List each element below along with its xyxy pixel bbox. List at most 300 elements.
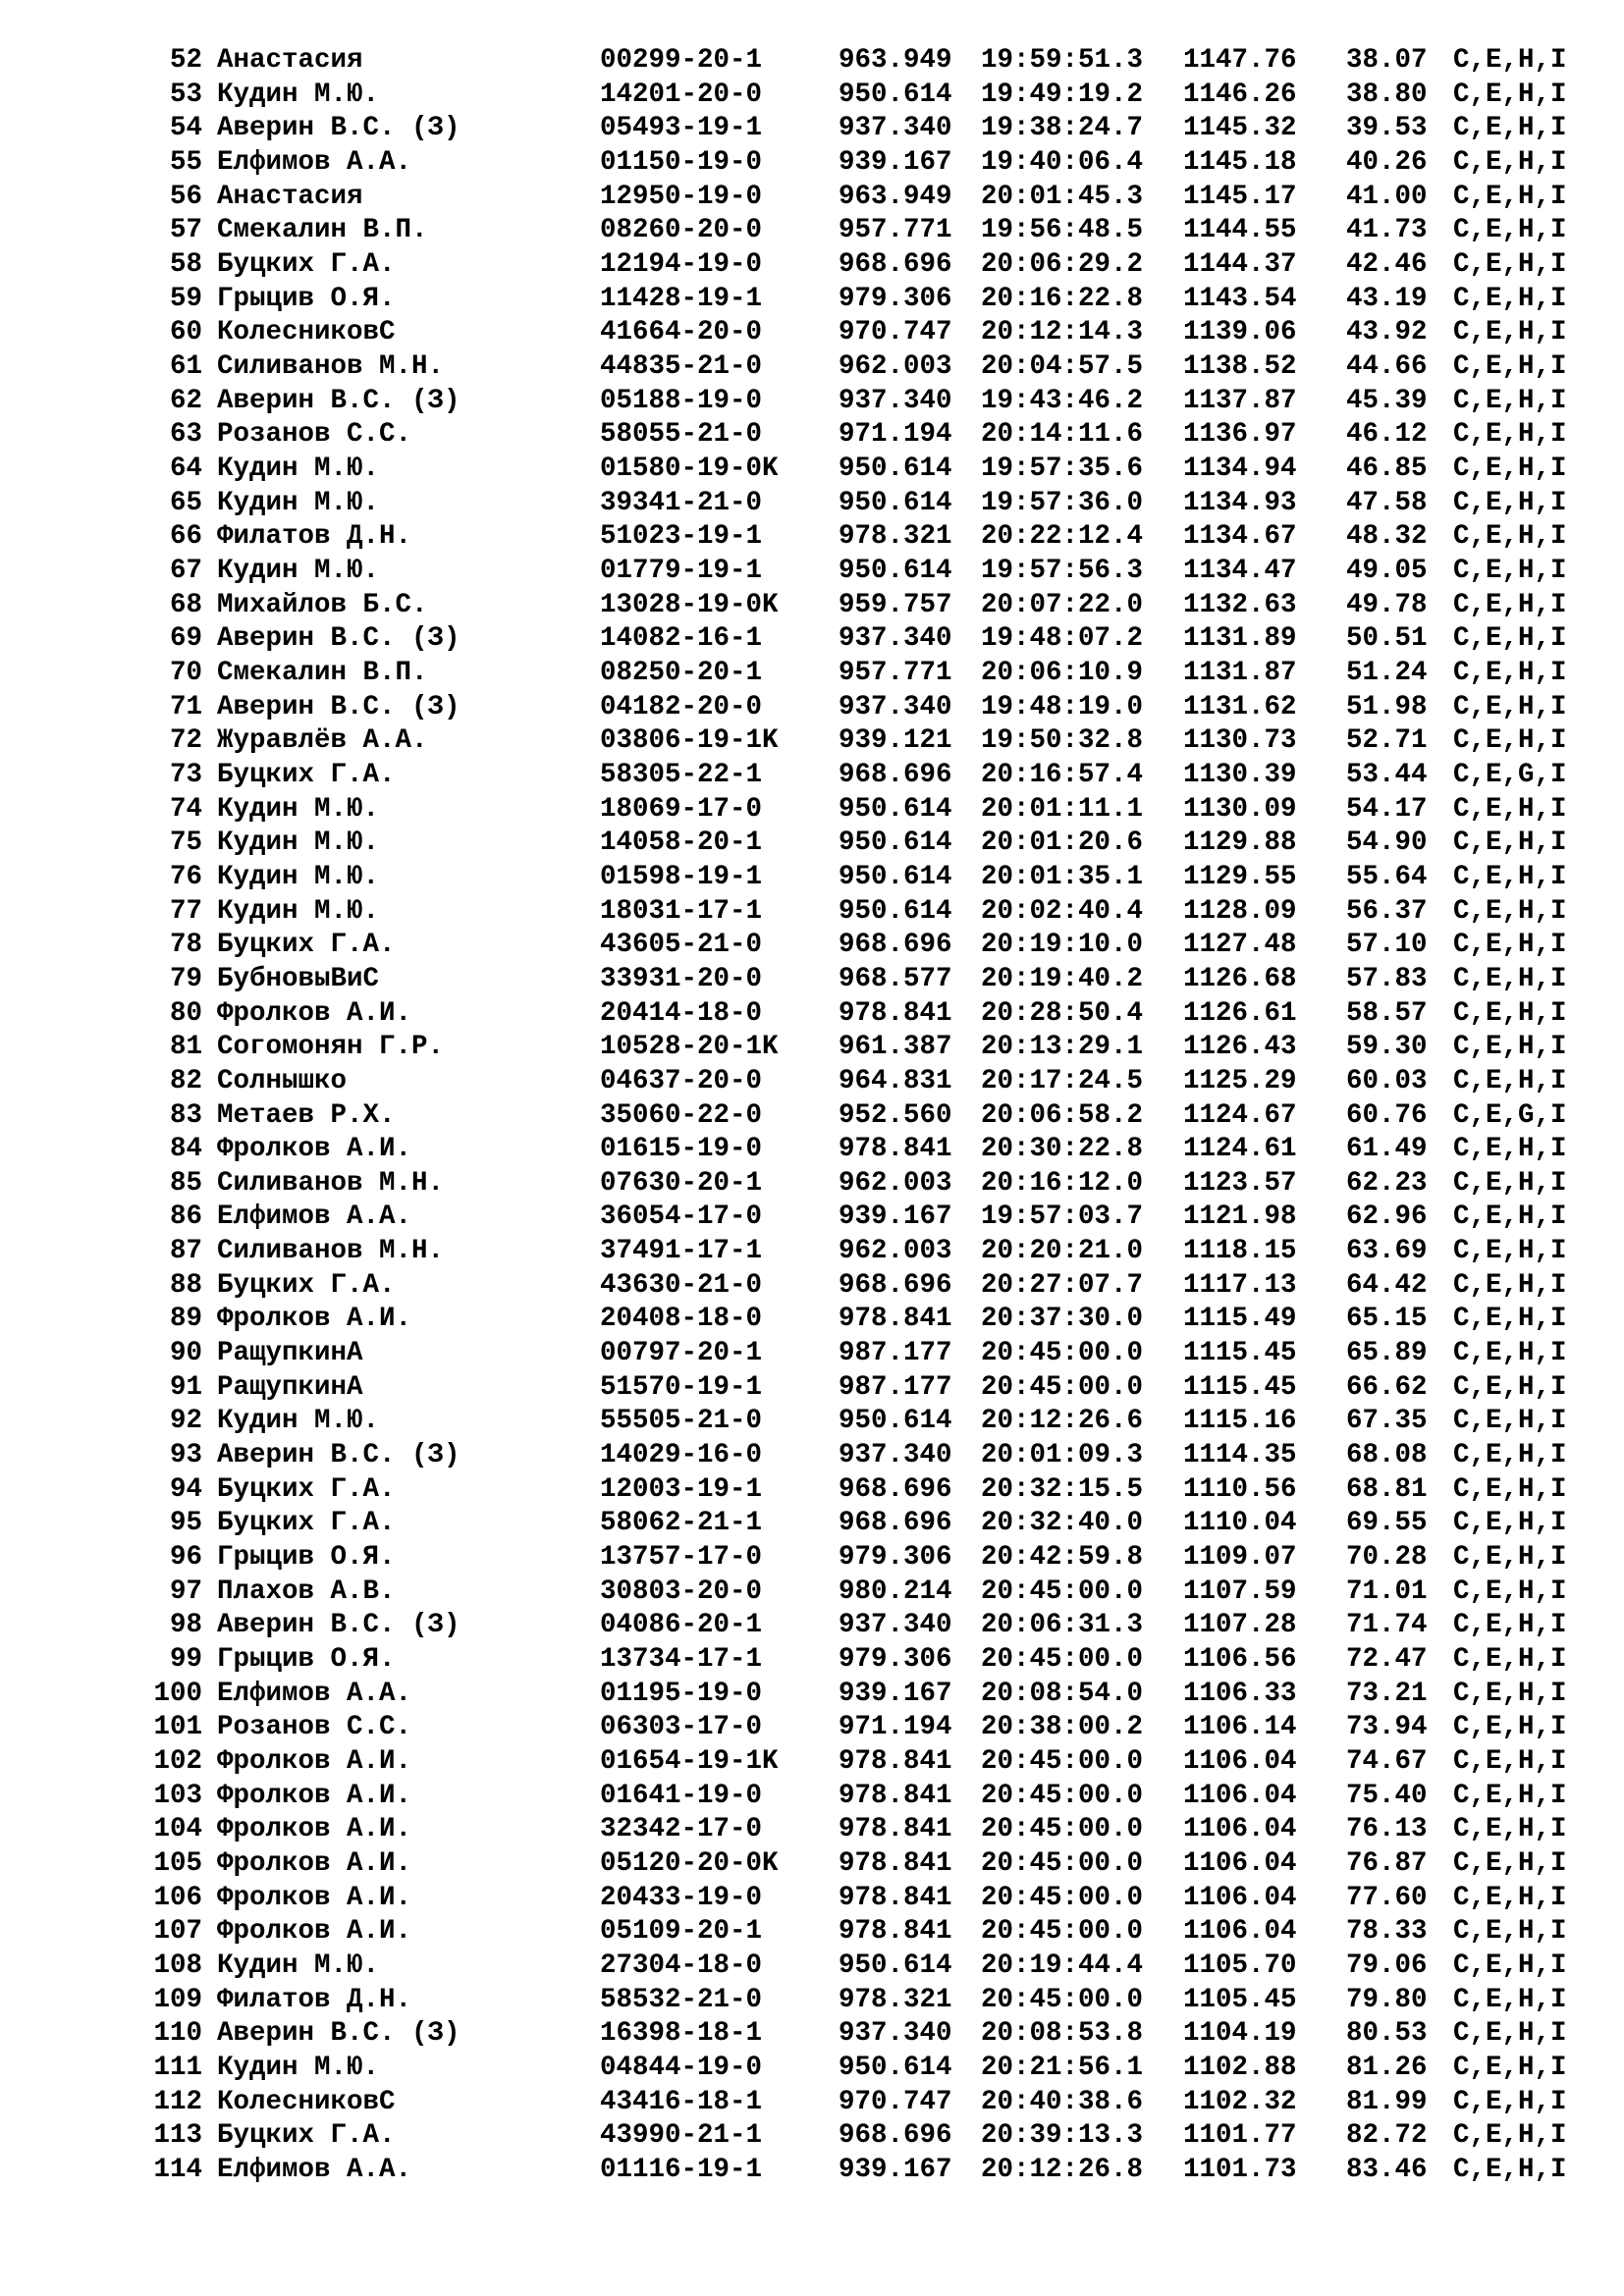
arrival-time: 20:45:00.0: [981, 1780, 1144, 1811]
coefficient: 53.44: [1346, 759, 1428, 790]
ring-number: 32342-17-0: [600, 1814, 763, 1845]
distance: 978.841: [839, 1848, 952, 1879]
distance: 939.167: [839, 1201, 952, 1233]
row-number: 53: [169, 79, 202, 110]
flags: C,E,H,I: [1453, 350, 1567, 382]
distance: 978.841: [839, 1304, 952, 1335]
fancier-name: Буцких Г.А.: [217, 1508, 396, 1539]
coefficient: 51.24: [1346, 657, 1428, 688]
arrival-time: 19:59:51.3: [981, 45, 1144, 76]
flags: C,E,G,I: [1453, 759, 1567, 790]
arrival-time: 20:32:15.5: [981, 1473, 1144, 1505]
speed: 1132.63: [1183, 589, 1297, 620]
speed: 1105.70: [1183, 1950, 1297, 1981]
speed: 1130.39: [1183, 759, 1297, 790]
ring-number: 14082-16-1: [600, 623, 763, 655]
flags: C,E,H,I: [1453, 1882, 1567, 1913]
fancier-name: Кудин М.Ю.: [217, 487, 380, 518]
fancier-name: Фролков А.И.: [217, 997, 412, 1029]
arrival-time: 20:19:10.0: [981, 930, 1144, 961]
coefficient: 73.21: [1346, 1678, 1428, 1709]
ring-number: 05188-19-0: [600, 385, 763, 416]
arrival-time: 19:57:35.6: [981, 453, 1144, 484]
row-number: 111: [153, 2052, 202, 2083]
distance: 968.696: [839, 930, 952, 961]
fancier-name: Силиванов М.Н.: [217, 350, 445, 382]
arrival-time: 19:49:19.2: [981, 79, 1144, 110]
speed: 1146.26: [1183, 79, 1297, 110]
flags: C,E,H,I: [1453, 1984, 1567, 2015]
fancier-name: Буцких Г.А.: [217, 2120, 396, 2152]
distance: 939.167: [839, 1678, 952, 1709]
flags: C,E,H,I: [1453, 521, 1567, 553]
speed: 1102.32: [1183, 2086, 1297, 2117]
speed: 1118.15: [1183, 1236, 1297, 1267]
fancier-name: РащупкинА: [217, 1371, 363, 1403]
coefficient: 55.64: [1346, 861, 1428, 892]
ring-number: 06303-17-0: [600, 1712, 763, 1743]
coefficient: 72.47: [1346, 1644, 1428, 1675]
distance: 968.696: [839, 1269, 952, 1301]
arrival-time: 19:50:32.8: [981, 725, 1144, 757]
speed: 1137.87: [1183, 385, 1297, 416]
arrival-time: 19:48:19.0: [981, 691, 1144, 722]
distance: 963.949: [839, 181, 952, 212]
speed: 1114.35: [1183, 1440, 1297, 1471]
fancier-name: Плахов А.В.: [217, 1575, 396, 1607]
fancier-name: Фролков А.И.: [217, 1814, 412, 1845]
row-number: 93: [169, 1440, 202, 1471]
row-number: 56: [169, 181, 202, 212]
flags: C,E,H,I: [1453, 861, 1567, 892]
coefficient: 80.53: [1346, 2018, 1428, 2050]
distance: 970.747: [839, 2086, 952, 2117]
coefficient: 79.80: [1346, 1984, 1428, 2015]
ring-number: 04844-19-0: [600, 2052, 763, 2083]
speed: 1134.67: [1183, 521, 1297, 553]
coefficient: 59.30: [1346, 1032, 1428, 1063]
row-number: 100: [153, 1678, 202, 1709]
speed: 1131.89: [1183, 623, 1297, 655]
ring-number: 03806-19-1K: [600, 725, 779, 757]
speed: 1115.16: [1183, 1406, 1297, 1437]
coefficient: 81.99: [1346, 2086, 1428, 2117]
flags: C,E,H,I: [1453, 2154, 1567, 2185]
fancier-name: Кудин М.Ю.: [217, 1950, 380, 1981]
flags: C,E,H,I: [1453, 963, 1567, 994]
fancier-name: Фролков А.И.: [217, 1746, 412, 1777]
flags: C,E,H,I: [1453, 1269, 1567, 1301]
coefficient: 57.10: [1346, 930, 1428, 961]
arrival-time: 20:06:29.2: [981, 249, 1144, 280]
coefficient: 79.06: [1346, 1950, 1428, 1981]
arrival-time: 19:56:48.5: [981, 215, 1144, 246]
arrival-time: 20:13:29.1: [981, 1032, 1144, 1063]
arrival-time: 20:12:14.3: [981, 317, 1144, 348]
ring-number: 08260-20-0: [600, 215, 763, 246]
fancier-name: Розанов С.С.: [217, 1712, 412, 1743]
distance: 937.340: [839, 691, 952, 722]
coefficient: 46.12: [1346, 419, 1428, 451]
row-number: 92: [169, 1406, 202, 1437]
ring-number: 16398-18-1: [600, 2018, 763, 2050]
arrival-time: 20:45:00.0: [981, 1644, 1144, 1675]
distance: 978.841: [839, 1746, 952, 1777]
row-number: 77: [169, 895, 202, 927]
ring-number: 20433-19-0: [600, 1882, 763, 1913]
row-number: 59: [169, 283, 202, 314]
speed: 1106.04: [1183, 1780, 1297, 1811]
row-number: 76: [169, 861, 202, 892]
row-number: 90: [169, 1338, 202, 1369]
speed: 1138.52: [1183, 350, 1297, 382]
coefficient: 76.13: [1346, 1814, 1428, 1845]
distance: 968.577: [839, 963, 952, 994]
fancier-name: Елфимов А.А.: [217, 147, 412, 178]
distance: 950.614: [839, 555, 952, 586]
speed: 1130.09: [1183, 793, 1297, 825]
distance: 950.614: [839, 1406, 952, 1437]
fancier-name: Кудин М.Ю.: [217, 895, 380, 927]
speed: 1134.47: [1183, 555, 1297, 586]
arrival-time: 19:40:06.4: [981, 147, 1144, 178]
ring-number: 30803-20-0: [600, 1575, 763, 1607]
flags: C,E,H,I: [1453, 147, 1567, 178]
distance: 971.194: [839, 1712, 952, 1743]
arrival-time: 20:45:00.0: [981, 1882, 1144, 1913]
ring-number: 01654-19-1K: [600, 1746, 779, 1777]
speed: 1106.56: [1183, 1644, 1297, 1675]
row-number: 97: [169, 1575, 202, 1607]
arrival-time: 20:02:40.4: [981, 895, 1144, 927]
flags: C,E,H,I: [1453, 113, 1567, 144]
flags: C,E,H,I: [1453, 1678, 1567, 1709]
flags: C,E,H,I: [1453, 1065, 1567, 1096]
speed: 1134.93: [1183, 487, 1297, 518]
arrival-time: 19:57:03.7: [981, 1201, 1144, 1233]
row-number: 83: [169, 1099, 202, 1131]
arrival-time: 20:28:50.4: [981, 997, 1144, 1029]
fancier-name: КолесниковС: [217, 317, 396, 348]
coefficient: 46.85: [1346, 453, 1428, 484]
ring-number: 01116-19-1: [600, 2154, 763, 2185]
ring-number: 01150-19-0: [600, 147, 763, 178]
distance: 950.614: [839, 895, 952, 927]
ring-number: 13734-17-1: [600, 1644, 763, 1675]
speed: 1104.19: [1183, 2018, 1297, 2050]
fancier-name: Аверин В.С. (З): [217, 2018, 460, 2050]
distance: 950.614: [839, 1950, 952, 1981]
flags: C,E,H,I: [1453, 181, 1567, 212]
speed: 1106.33: [1183, 1678, 1297, 1709]
row-number: 114: [153, 2154, 202, 2185]
fancier-name: Грыцив О.Я.: [217, 1644, 396, 1675]
speed: 1126.61: [1183, 997, 1297, 1029]
distance: 961.387: [839, 1032, 952, 1063]
arrival-time: 20:39:13.3: [981, 2120, 1144, 2152]
arrival-time: 19:48:07.2: [981, 623, 1144, 655]
arrival-time: 20:45:00.0: [981, 1338, 1144, 1369]
flags: C,E,H,I: [1453, 283, 1567, 314]
coefficient: 47.58: [1346, 487, 1428, 518]
ring-number: 55505-21-0: [600, 1406, 763, 1437]
row-number: 95: [169, 1508, 202, 1539]
fancier-name: Филатов Д.Н.: [217, 1984, 412, 2015]
speed: 1105.45: [1183, 1984, 1297, 2015]
coefficient: 38.07: [1346, 45, 1428, 76]
coefficient: 43.19: [1346, 283, 1428, 314]
distance: 979.306: [839, 283, 952, 314]
coefficient: 74.67: [1346, 1746, 1428, 1777]
distance: 937.340: [839, 623, 952, 655]
ring-number: 01598-19-1: [600, 861, 763, 892]
row-number: 113: [153, 2120, 202, 2152]
coefficient: 71.74: [1346, 1610, 1428, 1641]
row-number: 86: [169, 1201, 202, 1233]
row-number: 98: [169, 1610, 202, 1641]
ring-number: 01615-19-0: [600, 1134, 763, 1165]
distance: 950.614: [839, 453, 952, 484]
fancier-name: Кудин М.Ю.: [217, 1406, 380, 1437]
fancier-name: Аверин В.С. (З): [217, 1440, 460, 1471]
fancier-name: Силиванов М.Н.: [217, 1236, 445, 1267]
fancier-name: Буцких Г.А.: [217, 1473, 396, 1505]
distance: 957.771: [839, 215, 952, 246]
flags: C,E,H,I: [1453, 1304, 1567, 1335]
distance: 937.340: [839, 113, 952, 144]
ring-number: 14029-16-0: [600, 1440, 763, 1471]
distance: 978.321: [839, 521, 952, 553]
fancier-name: Кудин М.Ю.: [217, 2052, 380, 2083]
row-number: 110: [153, 2018, 202, 2050]
speed: 1106.14: [1183, 1712, 1297, 1743]
flags: C,E,H,I: [1453, 2120, 1567, 2152]
distance: 968.696: [839, 249, 952, 280]
speed: 1144.37: [1183, 249, 1297, 280]
coefficient: 65.15: [1346, 1304, 1428, 1335]
row-number: 88: [169, 1269, 202, 1301]
ring-number: 35060-22-0: [600, 1099, 763, 1131]
row-number: 101: [153, 1712, 202, 1743]
ring-number: 01779-19-1: [600, 555, 763, 586]
fancier-name: Фролков А.И.: [217, 1916, 412, 1948]
row-number: 73: [169, 759, 202, 790]
speed: 1123.57: [1183, 1167, 1297, 1199]
coefficient: 81.26: [1346, 2052, 1428, 2083]
ring-number: 11428-19-1: [600, 283, 763, 314]
arrival-time: 20:45:00.0: [981, 1984, 1144, 2015]
speed: 1115.45: [1183, 1371, 1297, 1403]
arrival-time: 20:22:12.4: [981, 521, 1144, 553]
flags: C,E,H,I: [1453, 828, 1567, 859]
coefficient: 67.35: [1346, 1406, 1428, 1437]
flags: C,E,H,I: [1453, 385, 1567, 416]
ring-number: 12194-19-0: [600, 249, 763, 280]
flags: C,E,H,I: [1453, 1848, 1567, 1879]
fancier-name: Смекалин В.П.: [217, 657, 428, 688]
speed: 1109.07: [1183, 1542, 1297, 1573]
distance: 950.614: [839, 2052, 952, 2083]
speed: 1126.68: [1183, 963, 1297, 994]
fancier-name: Буцких Г.А.: [217, 930, 396, 961]
arrival-time: 19:57:56.3: [981, 555, 1144, 586]
arrival-time: 20:16:22.8: [981, 283, 1144, 314]
distance: 950.614: [839, 793, 952, 825]
flags: C,E,H,I: [1453, 1338, 1567, 1369]
flags: C,E,H,I: [1453, 1712, 1567, 1743]
row-number: 72: [169, 725, 202, 757]
distance: 962.003: [839, 1167, 952, 1199]
speed: 1129.55: [1183, 861, 1297, 892]
ring-number: 33931-20-0: [600, 963, 763, 994]
flags: C,E,H,I: [1453, 215, 1567, 246]
ring-number: 58305-22-1: [600, 759, 763, 790]
row-number: 91: [169, 1371, 202, 1403]
coefficient: 69.55: [1346, 1508, 1428, 1539]
fancier-name: Михайлов Б.С.: [217, 589, 428, 620]
flags: C,E,H,I: [1453, 793, 1567, 825]
coefficient: 83.46: [1346, 2154, 1428, 2185]
speed: 1127.48: [1183, 930, 1297, 961]
flags: C,E,H,I: [1453, 895, 1567, 927]
distance: 978.321: [839, 1984, 952, 2015]
row-number: 66: [169, 521, 202, 553]
row-number: 89: [169, 1304, 202, 1335]
arrival-time: 20:42:59.8: [981, 1542, 1144, 1573]
fancier-name: Журавлёв А.А.: [217, 725, 428, 757]
speed: 1110.56: [1183, 1473, 1297, 1505]
arrival-time: 20:45:00.0: [981, 1848, 1144, 1879]
ring-number: 05493-19-1: [600, 113, 763, 144]
coefficient: 62.96: [1346, 1201, 1428, 1233]
arrival-time: 20:01:45.3: [981, 181, 1144, 212]
arrival-time: 20:06:31.3: [981, 1610, 1144, 1641]
flags: C,E,H,I: [1453, 691, 1567, 722]
coefficient: 54.17: [1346, 793, 1428, 825]
row-number: 87: [169, 1236, 202, 1267]
coefficient: 45.39: [1346, 385, 1428, 416]
row-number: 82: [169, 1065, 202, 1096]
arrival-time: 20:27:07.7: [981, 1269, 1144, 1301]
flags: C,E,H,I: [1453, 453, 1567, 484]
speed: 1115.45: [1183, 1338, 1297, 1369]
ring-number: 04637-20-0: [600, 1065, 763, 1096]
flags: C,E,H,I: [1453, 1746, 1567, 1777]
fancier-name: БубновыВиС: [217, 963, 380, 994]
flags: C,E,H,I: [1453, 487, 1567, 518]
coefficient: 56.37: [1346, 895, 1428, 927]
distance: 980.214: [839, 1575, 952, 1607]
distance: 968.696: [839, 2120, 952, 2152]
arrival-time: 20:21:56.1: [981, 2052, 1144, 2083]
flags: C,E,H,I: [1453, 725, 1567, 757]
coefficient: 43.92: [1346, 317, 1428, 348]
ring-number: 01195-19-0: [600, 1678, 763, 1709]
distance: 970.747: [839, 317, 952, 348]
distance: 950.614: [839, 487, 952, 518]
coefficient: 51.98: [1346, 691, 1428, 722]
arrival-time: 20:06:58.2: [981, 1099, 1144, 1131]
speed: 1143.54: [1183, 283, 1297, 314]
coefficient: 61.49: [1346, 1134, 1428, 1165]
coefficient: 70.28: [1346, 1542, 1428, 1573]
flags: C,E,H,I: [1453, 1916, 1567, 1948]
coefficient: 68.08: [1346, 1440, 1428, 1471]
ring-number: 43605-21-0: [600, 930, 763, 961]
coefficient: 42.46: [1346, 249, 1428, 280]
arrival-time: 20:19:44.4: [981, 1950, 1144, 1981]
row-number: 55: [169, 147, 202, 178]
flags: C,E,H,I: [1453, 1814, 1567, 1845]
distance: 962.003: [839, 1236, 952, 1267]
distance: 939.167: [839, 147, 952, 178]
speed: 1117.13: [1183, 1269, 1297, 1301]
row-number: 99: [169, 1644, 202, 1675]
row-number: 96: [169, 1542, 202, 1573]
ring-number: 05120-20-0K: [600, 1848, 779, 1879]
fancier-name: Елфимов А.А.: [217, 1201, 412, 1233]
coefficient: 58.57: [1346, 997, 1428, 1029]
row-number: 84: [169, 1134, 202, 1165]
ring-number: 58062-21-1: [600, 1508, 763, 1539]
speed: 1110.04: [1183, 1508, 1297, 1539]
row-number: 79: [169, 963, 202, 994]
arrival-time: 20:01:20.6: [981, 828, 1144, 859]
row-number: 52: [169, 45, 202, 76]
coefficient: 44.66: [1346, 350, 1428, 382]
arrival-time: 20:01:11.1: [981, 793, 1144, 825]
fancier-name: Буцких Г.А.: [217, 1269, 396, 1301]
ring-number: 44835-21-0: [600, 350, 763, 382]
distance: 962.003: [839, 350, 952, 382]
flags: C,E,H,I: [1453, 1644, 1567, 1675]
coefficient: 50.51: [1346, 623, 1428, 655]
fancier-name: Кудин М.Ю.: [217, 453, 380, 484]
flags: C,E,H,I: [1453, 2086, 1567, 2117]
ring-number: 51570-19-1: [600, 1371, 763, 1403]
distance: 937.340: [839, 385, 952, 416]
row-number: 109: [153, 1984, 202, 2015]
arrival-time: 20:37:30.0: [981, 1304, 1144, 1335]
fancier-name: Силиванов М.Н.: [217, 1167, 445, 1199]
coefficient: 76.87: [1346, 1848, 1428, 1879]
speed: 1101.73: [1183, 2154, 1297, 2185]
flags: C,E,H,I: [1453, 1134, 1567, 1165]
distance: 957.771: [839, 657, 952, 688]
fancier-name: Солнышко: [217, 1065, 348, 1096]
distance: 978.841: [839, 1882, 952, 1913]
flags: C,E,H,I: [1453, 1440, 1567, 1471]
distance: 968.696: [839, 1473, 952, 1505]
flags: C,E,H,I: [1453, 657, 1567, 688]
ring-number: 13028-19-0K: [600, 589, 779, 620]
arrival-time: 20:16:12.0: [981, 1167, 1144, 1199]
flags: C,E,H,I: [1453, 1542, 1567, 1573]
row-number: 69: [169, 623, 202, 655]
flags: C,E,H,I: [1453, 317, 1567, 348]
fancier-name: Розанов С.С.: [217, 419, 412, 451]
flags: C,E,H,I: [1453, 555, 1567, 586]
distance: 937.340: [839, 2018, 952, 2050]
arrival-time: 20:07:22.0: [981, 589, 1144, 620]
speed: 1106.04: [1183, 1814, 1297, 1845]
distance: 937.340: [839, 1610, 952, 1641]
ring-number: 01580-19-0K: [600, 453, 779, 484]
fancier-name: Аверин В.С. (З): [217, 623, 460, 655]
distance: 979.306: [839, 1542, 952, 1573]
flags: C,E,H,I: [1453, 1371, 1567, 1403]
coefficient: 60.76: [1346, 1099, 1428, 1131]
